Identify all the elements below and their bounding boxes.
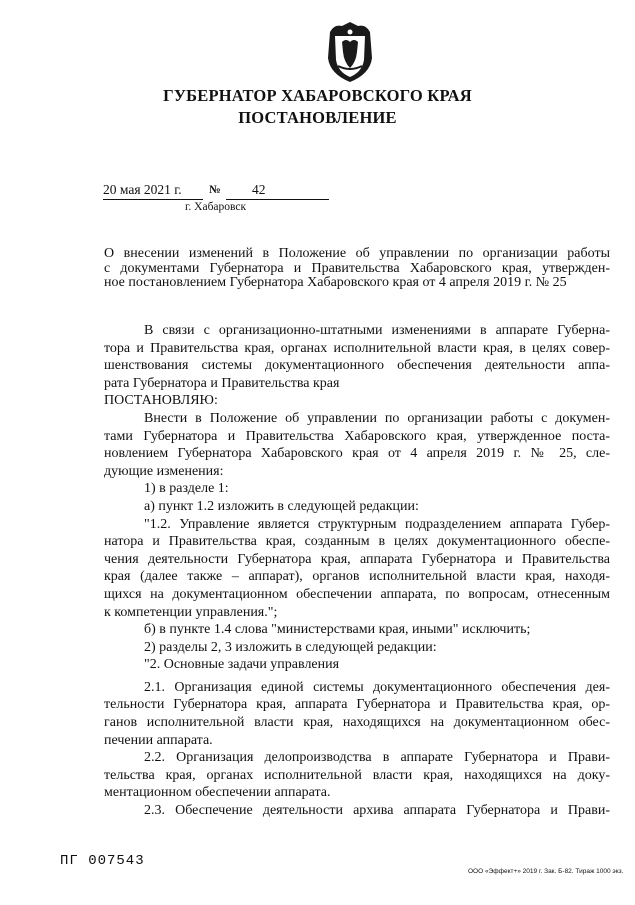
text-line: тельства края, органах исполнительной власти края, находящихся на доку- <box>104 767 610 783</box>
section-2-heading: "2. Основные задачи управления <box>144 657 340 673</box>
authority-title: ГУБЕРНАТОР ХАБАРОВСКОГО КРАЯ <box>163 86 472 105</box>
text-line: чения деятельности Губернатора края, аппарата Губернатора и Правительства <box>104 551 610 567</box>
text-line: шенствования системы документационного обеспечения деятельности аппа- <box>104 358 610 374</box>
item-1: 1) в разделе 1: <box>144 481 229 497</box>
paragraph-2-2 <box>104 749 610 802</box>
date-underline <box>103 199 203 200</box>
document-city: г. Хабаровск <box>185 201 247 213</box>
text-line: В связи с организационно-штатными изменениями в аппарате Губерна- <box>144 323 610 338</box>
text-line: ментационном обеспечении аппарата. <box>104 785 331 801</box>
title-line: с документами Губернатора и Правительства Хабаровского края, утвержден- <box>104 260 610 276</box>
intro-paragraph <box>104 410 610 480</box>
document-body <box>104 322 610 820</box>
text-line: щихся на документационном обеспечении аппарата, по вопросам, отнесенным <box>104 586 610 602</box>
document-date: 20 мая 2021 г. <box>103 182 182 197</box>
text-line: новлением Губернатора Хабаровского края от 4 апреля 2019 г. № 25, сле- <box>104 446 610 462</box>
text-line: натора и Правительства края, созданным в целях документационного обеспе- <box>104 534 610 550</box>
title-line: ное постановлением Губернатора Хабаровского края от 4 апреля 2019 г. № 25 <box>104 275 567 290</box>
number-underline <box>226 199 329 200</box>
preamble-paragraph <box>104 322 610 392</box>
text-line: тельности Губернатора края, аппарата Губернатора и Правительства края, ор- <box>104 697 610 713</box>
text-line: печении аппарата. <box>104 732 213 748</box>
text-line: 2.3. Обеспечение деятельности архива аппарата Губернатора и Прави- <box>144 803 610 819</box>
item-1b: б) в пункте 1.4 слова "министерствами края, иными" исключить; <box>144 622 531 638</box>
item-2: 2) разделы 2, 3 изложить в следующей редакции: <box>144 639 437 655</box>
printer-imprint: ООО «Эффект+» 2019 г. Зак. Б-82. Тираж 1000 экз. <box>468 868 624 875</box>
item-1a: а) пункт 1.2 изложить в следующей редакции: <box>144 498 419 514</box>
paragraph-2-1 <box>104 679 610 749</box>
document-number: 42 <box>252 182 266 197</box>
title-line: О внесении изменений в Положение об управлении по организации работы <box>104 246 610 261</box>
paragraph-2-3 <box>104 802 610 820</box>
coat-of-arms-emblem <box>326 22 374 84</box>
document-title <box>104 247 610 291</box>
text-line: Внести в Положение об управлении по организации работы с докумен- <box>144 410 610 426</box>
number-label: № <box>209 184 221 196</box>
text-line: "1.2. Управление является структурным подразделением аппарата Губер- <box>144 516 610 532</box>
text-line: тами Губернатора и Правительства Хабаровского края, утвержденное поста- <box>104 428 610 444</box>
text-line: дующие изменения: <box>104 463 224 479</box>
text-line: рата Губернатора и Правительства края <box>104 375 340 391</box>
text-line: 2.1. Организация единой системы документационного обеспечения дея- <box>144 679 610 695</box>
form-code: ПГ 007543 <box>60 853 145 869</box>
text-line: тора и Правительства края, органах исполнительной власти края, в целях совер- <box>104 340 610 356</box>
text-line: 2.2. Организация делопроизводства в аппарате Губернатора и Прави- <box>144 750 610 766</box>
text-line: к компетенции управления."; <box>104 604 278 620</box>
text-line: края (далее также – аппарат), органов исполнительной власти края, находя- <box>104 569 610 585</box>
resolve-word: ПОСТАНОВЛЯЮ: <box>104 393 218 409</box>
text-line: ганов исполнительной власти края, находящихся на документационном обес- <box>104 715 610 731</box>
quote-1-2 <box>104 516 610 622</box>
document-type: ПОСТАНОВЛЕНИЕ <box>238 108 397 127</box>
